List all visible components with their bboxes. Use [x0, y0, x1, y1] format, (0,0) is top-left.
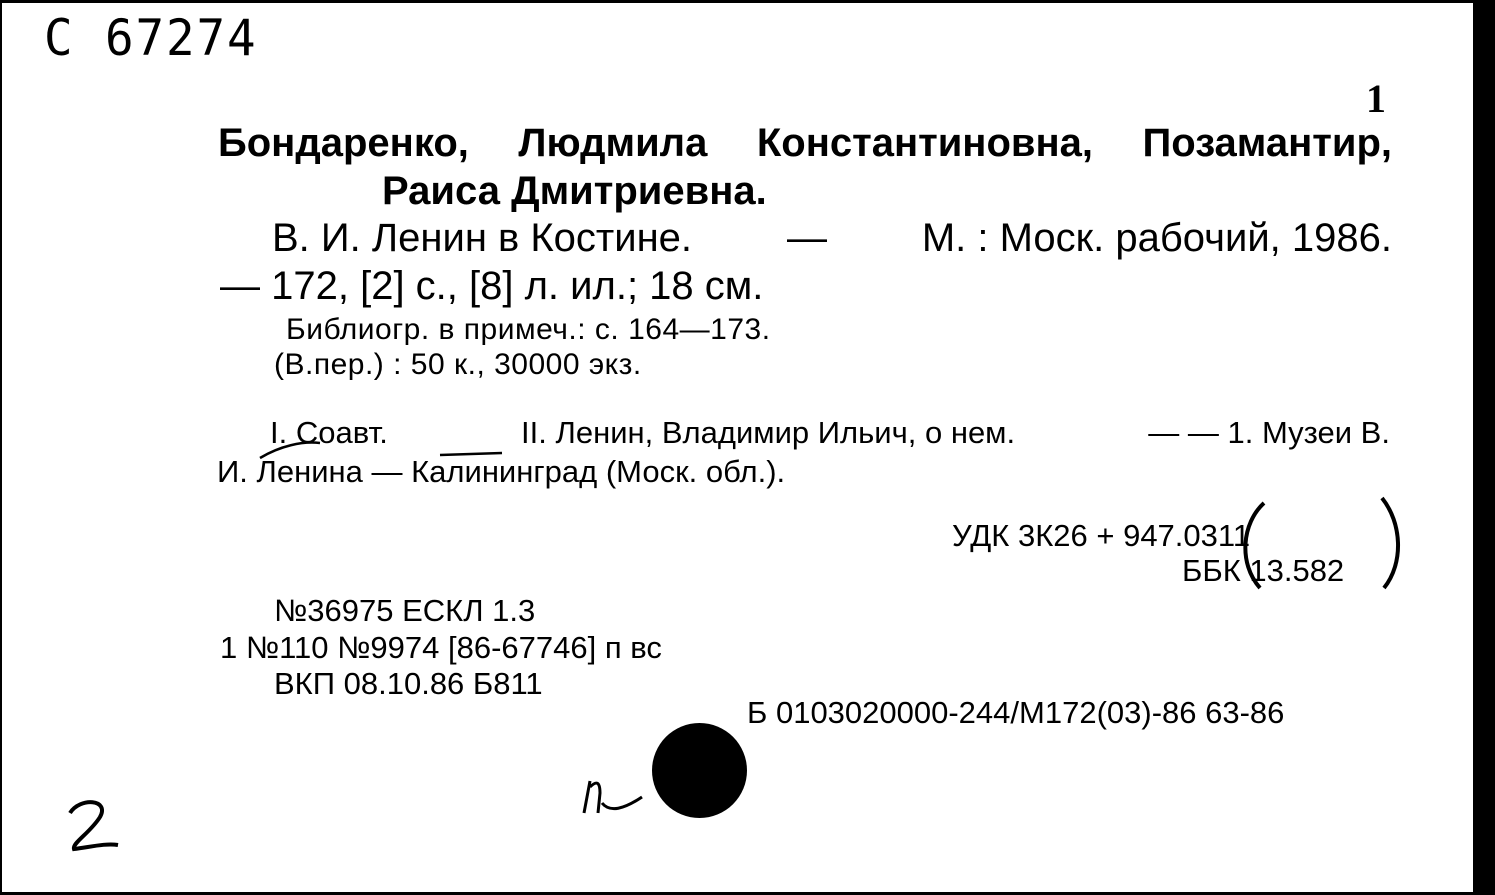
title-text: В. И. Ленин в Костине.: [272, 216, 693, 260]
author-patronymic-1: Константиновна,: [756, 121, 1093, 165]
udk-code: УДК 3К26 + 947.0311: [952, 518, 1251, 553]
service-line-1: №36975 ЕСКЛ 1.3: [274, 593, 536, 628]
card-number: 1: [1366, 76, 1386, 121]
author-surname-2: Позамантир,: [1142, 121, 1392, 165]
bibliography-note: Библиогр. в примеч.: с. 164—173.: [286, 313, 771, 346]
price-note: (В.пер.) : 50 к., 30000 экз.: [274, 348, 642, 381]
publisher-code: Б 0103020000-244/М172(03)-86 63-86: [747, 695, 1285, 730]
handwritten-n-icon: [578, 773, 648, 823]
service-line-2: 1 №110 №9974 [86-67746] п вс: [220, 630, 662, 665]
physical-description: — 172, [2] с., [8] л. ил.; 18 см.: [220, 264, 764, 308]
bbk-code: ББК 13.582: [1182, 553, 1345, 588]
bracket-left-stroke: [1245, 503, 1264, 588]
tracing-coauthor: I. Соавт.: [270, 415, 388, 450]
bracket-right-stroke: [1382, 498, 1398, 588]
author-name-1: Людмила: [518, 121, 708, 165]
handwritten-2-icon: [60, 791, 130, 861]
author-surname-1: Бондаренко,: [218, 121, 469, 165]
tracing-subject: II. Ленин, Владимир Ильич, о нем.: [521, 415, 1016, 450]
title-dash: —: [786, 216, 827, 260]
underline-stroke-1: [260, 443, 320, 458]
authors-line-2: Раиса Дмитриевна.: [382, 169, 767, 213]
tracing-museum: — — 1. Музеи В.: [1148, 415, 1390, 450]
tracing-line-2: И. Ленина — Калининград (Моск. обл.).: [217, 454, 786, 489]
accession-number: С 67274: [44, 9, 258, 67]
publisher-text: М. : Моск. рабочий, 1986.: [921, 216, 1392, 260]
service-line-3: ВКП 08.10.86 Б811: [274, 666, 543, 701]
pen-marks-overlay: [2, 3, 1495, 895]
underline-stroke-2: [440, 453, 502, 455]
